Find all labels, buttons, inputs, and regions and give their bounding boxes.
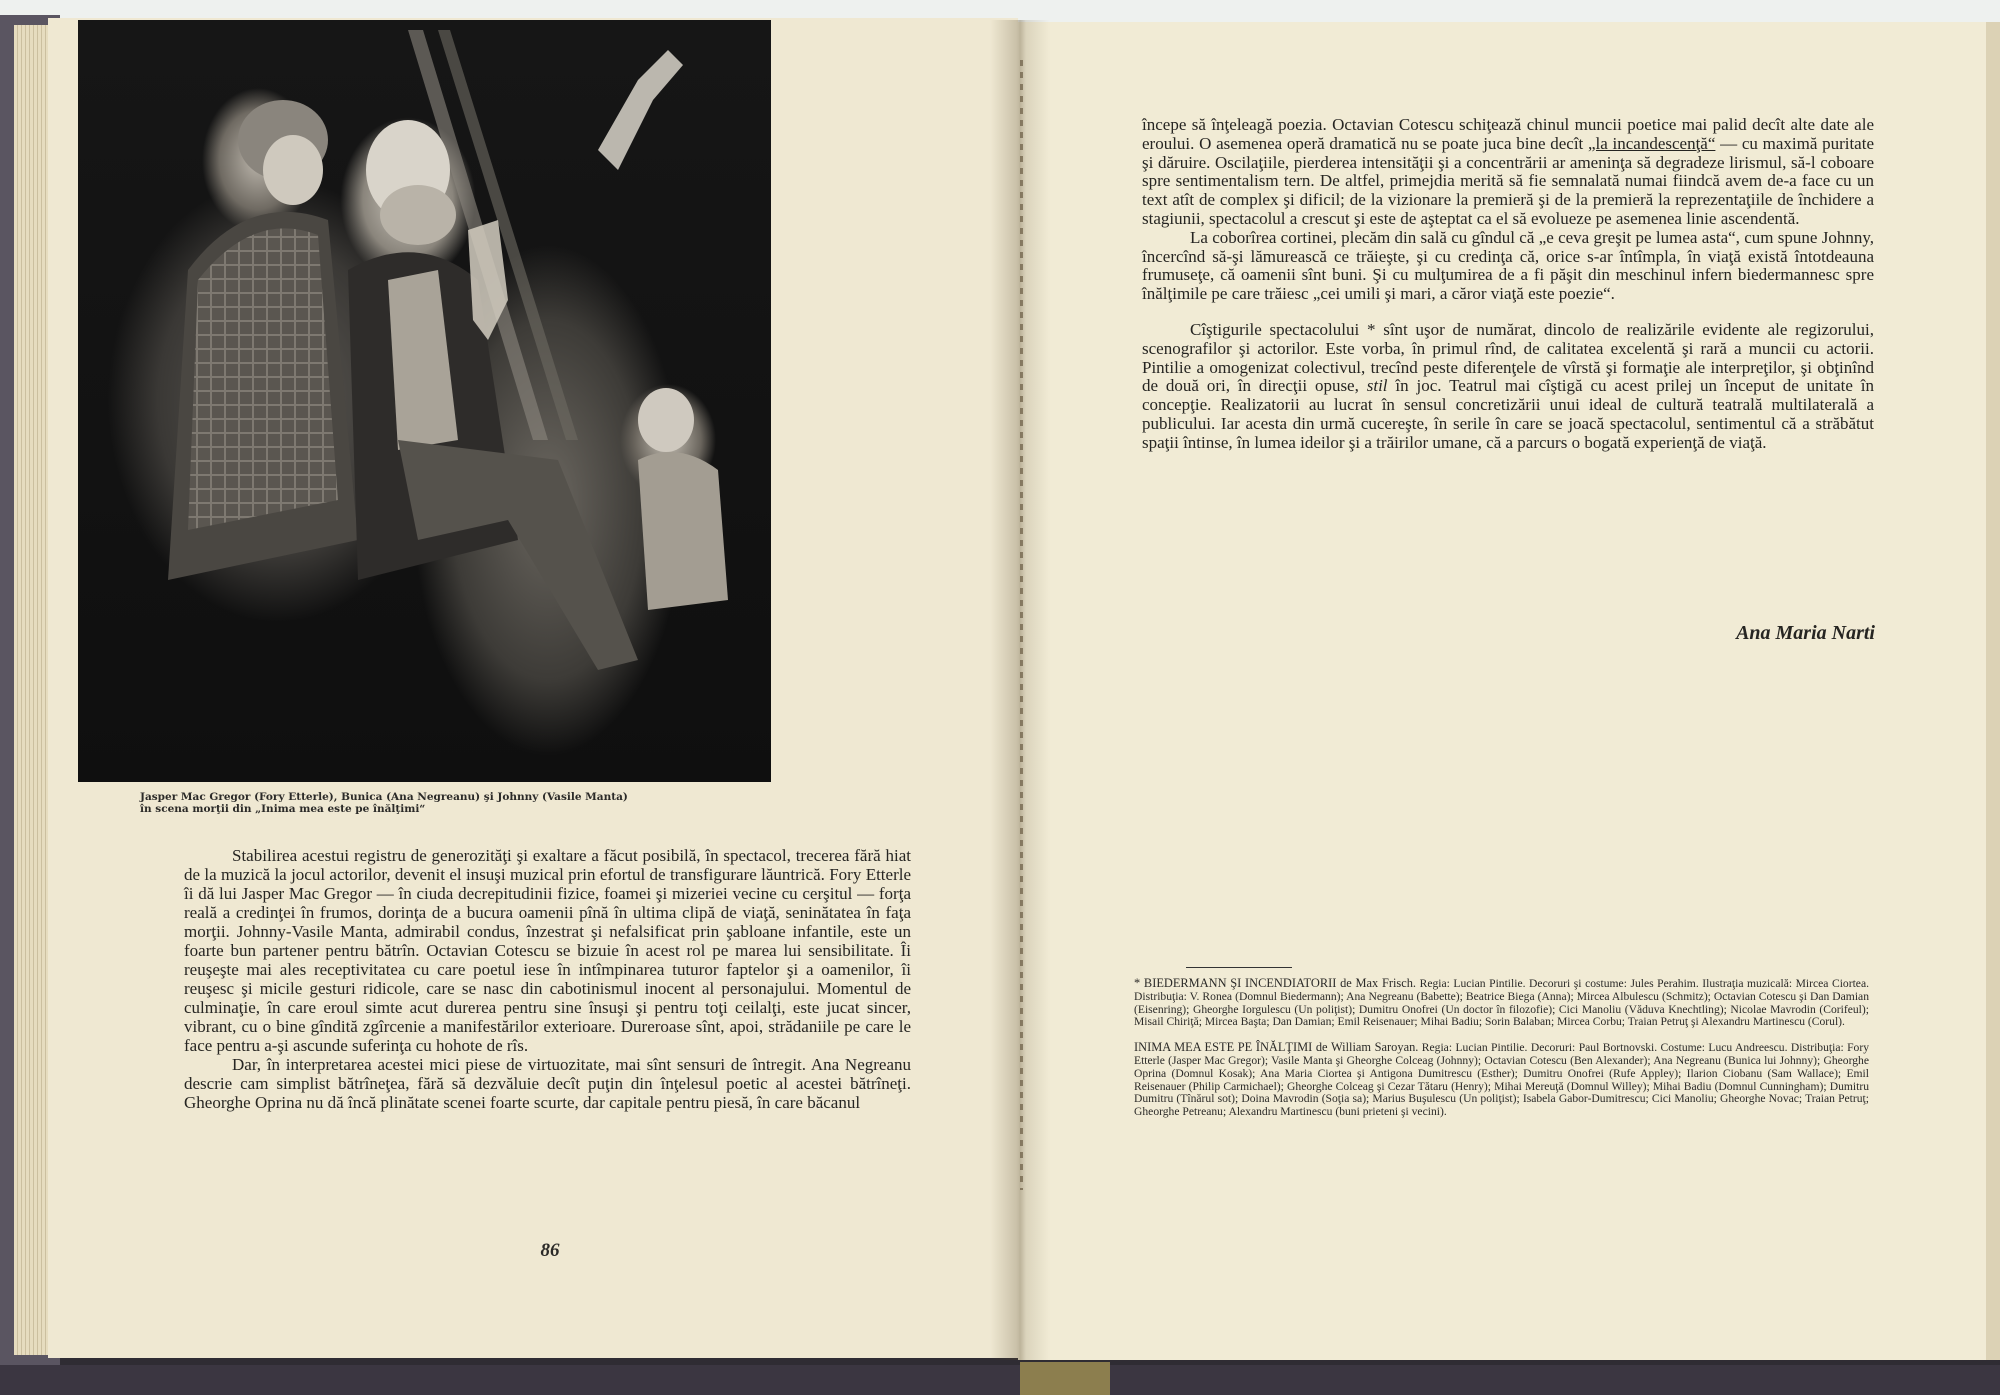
caption-line-2: în scena morţii din „Inima mea este pe înălţimi“ — [140, 803, 426, 815]
stil-word: stil — [1366, 376, 1388, 396]
background-bottom — [0, 1365, 2000, 1395]
footnote-1-title: * BIEDERMANN ŞI INCENDIATORII de Max Frisch. — [1134, 976, 1417, 990]
photo-caption — [140, 791, 790, 815]
book-spine-edge — [1020, 1362, 1110, 1395]
caption-line-1: Jasper Mac Gregor (Fory Etterle), Bunica (Ana Negreanu) şi Johnny (Vasile Manta) — [140, 791, 628, 803]
right-page-edge — [1986, 22, 2000, 1360]
right-paragraph-2: La coborîrea cortinei, plecăm din sală cu gîndul că „e ceva greşit pe lumea asta“, cum spune Johnny, încercînd să-şi lămurească ce trăieşte, şi cu credinţa că, orice s-ar întîmpla, în viaţă există întotdeauna frumuseţe, că oamenii sînt buni. Şi cu mulţumirea de a fi păşit din meschinul infern biedermannesc spre înălţimile pe care trăiesc „cei umili şi mari, a căror viaţă este poezie“. — [1142, 227, 1874, 304]
photo-figures — [78, 20, 771, 782]
author-signature: Ana Maria Narti — [1736, 622, 1875, 644]
right-paragraph-3-a: Cîştigurile spectacolului * sînt uşor de numărat, dincolo de realizările evidente ale regizorului, scenografilor şi actorilor. Este vorba, în primul rînd, de calitatea excelentă şi rară a muncii cu actorii. Pintilie a omogenizat colectivul, trecînd peste diferenţele de vîrstă şi formaţie ale interpreţilor, şi obţinînd de două ori, în direcţii opuse, — [1142, 319, 1874, 396]
footnote-2 — [1134, 1041, 1869, 1119]
left-text-column — [184, 846, 911, 1112]
stage-photograph — [78, 20, 771, 782]
left-paragraph-1: Stabilirea acestui registru de generozităţi şi exaltare a făcut posibilă, în spectacol, trecerea fără hiat de la muzică la jocul actorilor, devenit el insuşi muzical prin efortul de transfigurare lăuntrică. Fory Etterle îi dă lui Jasper Mac Gregor — în ciuda decrepitudinii fizice, foamei şi mizeriei vecine cu cerşitul — forţa reală a credinţei în frumos, dorinţa de a bucura oamenii pînă în ultima clipă de viaţă, seninătatea în faţa morţii. Johnny-Vasile Manta, admirabil condus, înzestrat şi nefalsificat prin şabloane infantile, este un foarte bun partener pentru bătrîn. Octavian Cotescu se bizuie în acest rol pe marea lui sensibilitate. Îi reuşeşte mai ales receptivitatea cu care poetul iese în intîmpinarea tuturor faptelor şi a oamenilor, îi reuşesc şi micile gesturi ridicole, care se nasc din cabotinismul inocent al personajului. Momentul de culminaţie, în care eroul simte acut durerea pentru sine însuşi şi pentru toţi ceilalţi, este jucat sincer, vibrant, cu o bine gîndită zgîrcenie a manifestărilor exterioare. Dureroase sînt, apoi, strădaniile pe care le face pentru a-şi ascunde suferinţa cu hohote de rîs. — [184, 846, 911, 1055]
footnote-2-title: INIMA MEA ESTE PE ÎNĂLŢIMI de William Saroyan. — [1134, 1040, 1419, 1055]
footnote-rule — [1186, 967, 1292, 968]
incandescence-phrase: „la incandescenţă“ — [1587, 133, 1716, 153]
left-paragraph-2: Dar, în interpretarea acestei mici piese de virtuozitate, mai sînt sensuri de întregit. Ana Negreanu descrie cam simplist bătrîneţea, fără să dezvăluie decît puţin din înţelesul poetic al acestei bătrîneţi. Gheorghe Oprina nu dă încă plinătate scenei foarte scurte, dar capitale pentru piesă, în care băcanul — [184, 1055, 911, 1112]
right-paragraph-1-b: — cu maximă puritate şi dăruire. Oscilaţiile, pierderea intensităţii şi a concentrării ar ameninţa să degradeze lirismul, să-l coboare spre sentimentalism tern. De altfel, primejdia merită să fie semnalată numai fiindcă avem de-a face cu un text atît de complex şi dificil; de la vizionare la premieră şi de la premieră la reprezentaţiile de închidere a stagiunii, spectacolul a crescut şi este de aşteptat ca el să evolueze pe asemenea linie ascendentă. — [1142, 133, 1874, 228]
right-paragraph-1-a: începe să înţeleagă poezia. Octavian Cotescu schiţează chinul muncii poetice mai palid decît alte date ale eroului. O asemenea operă dramatică nu se poate juca bine decît — [1142, 115, 1874, 153]
right-text-column — [1142, 116, 1874, 453]
footnotes — [1134, 977, 1869, 1119]
footnote-1 — [1134, 977, 1869, 1029]
binding-thread — [1020, 60, 1023, 1190]
footnote-2-body: Regia: Lucian Pintilie. Decoruri: Paul Bortnovski. Costume: Lucu Andreescu. Distribuţia: Fory Etterle (Jasper Mac Gregor); Vasile Manta şi Gheorghe Colceag (Johnny); Octavian Cotescu (Ben Alexander); Ana Negreanu (Bunica lui Johnny); Gheorghe Oprina (Domnul Kosak); Ana Maria Ciortea şi Antigona Dumitrescu (Esther); Dumitru Onofrei (Rufe Appley); Ilarion Ciobanu (Sam Wallace); Emil Reisenauer (Philip Carmichael); Gheorghe Colceag şi Cezar Tătaru (Henry); Mihai Mereuţă (Domnul Willey); Mihai Badiu (Domnul Cunningham); Dumitru Dumitru (Tînărul sot); Doina Mavrodin (Soţia sa); Marius Buşulescu (Un poliţist); Isabela Gabor-Dumitrescu; Cici Manoliu; Gheorghe Novac; Traian Petruţ; Gheorghe Petreanu; Alexandru Martinescu (buni prieteni şi vecini). — [1134, 1041, 1870, 1119]
footnote-1-body: Regia: Lucian Pintilie. Decoruri şi costume: Jules Perahim. Ilustraţia muzicală: Mircea Ciortea. Distribuţia: V. Ronea (Domnul Biedermann); Ana Negreanu (Babette); Beatrice Biega (Anna); Mircea Albulescu (Schmitz); Octavian Cotescu şi Dan Damian (Eisenring); Gheorghe Iorgulescu (Un poliţist); Dumitru Onofrei (Un doctor în filozofie); Cici Manoliu (Văduva Knechtling); Nicolae Mavrodin (Corifeul); Misail Chiriţă; Mircea Baştа; Dan Damian; Emil Reisenauer; Mihai Badiu; Sorin Balaban; Mircea Corbu; Traian Petruţ şi Alexandru Martinescu (Corul). — [1134, 977, 1869, 1029]
right-paragraph-3 — [1142, 321, 1874, 453]
right-paragraph-3-b: în joc. Teatrul mai cîştigă cu acest prilej un început de unitate în concepţie. Realizatorii au lucrat în sensul concretizării unui ideal de cultură teatrală multilaterală a publicului. Iar acesta din urmă cucereşte, în serile în care se joacă spectacolul, sentimentul că a străbătut spaţii întinse, în lumea ideilor şi a trăirilor umane, că a parcurs o bogată experienţă de viaţă. — [1142, 376, 1874, 452]
page-number: 86 — [540, 1240, 560, 1261]
right-paragraph-1 — [1142, 116, 1874, 229]
